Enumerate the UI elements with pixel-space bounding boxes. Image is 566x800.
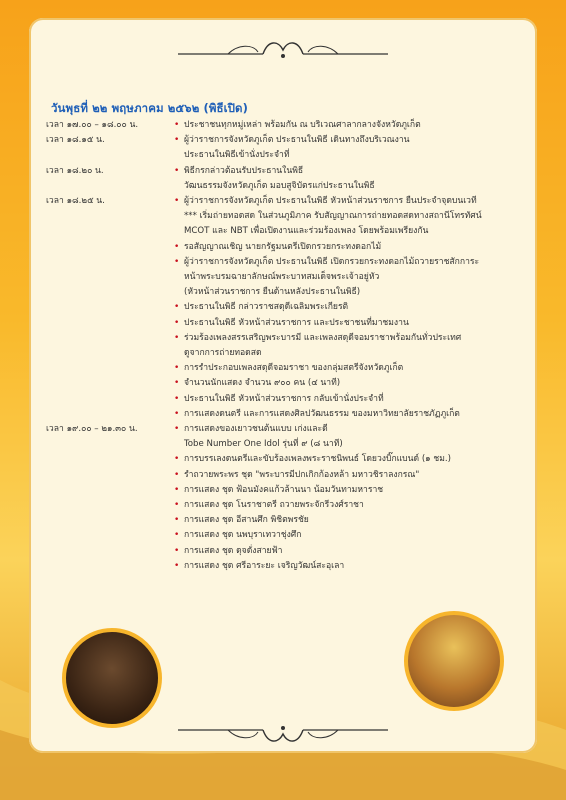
bullet-icon: • bbox=[174, 393, 180, 404]
item-text: การแสดง ชุด ดุจดั่งสายฟ้า bbox=[184, 545, 283, 556]
slot-time: เวลา ๑๘.๑๕ น. bbox=[46, 135, 105, 146]
item-text: การแสดง ชุด อีสานศึก พิชิตพรชัย bbox=[184, 515, 309, 526]
schedule-slot bbox=[46, 164, 508, 194]
schedule-item bbox=[174, 422, 508, 452]
bullet-icon: • bbox=[174, 256, 180, 267]
slot-time: เวลา ๑๙.๐๐ – ๒๑.๓๐ น. bbox=[46, 424, 138, 435]
bullet-icon: • bbox=[174, 135, 180, 146]
schedule-slot bbox=[46, 133, 508, 163]
bullet-icon: • bbox=[174, 469, 180, 480]
slot-time: เวลา ๑๗.๐๐ – ๑๘.๐๐ น. bbox=[46, 120, 139, 130]
item-text: การแสดงของเยาวชนต้นแบบ เก่งและดี Tobe Number One Idol รุ่นที่ ๙ (๘ นาที) bbox=[184, 424, 343, 450]
schedule-item bbox=[174, 468, 508, 483]
schedule-item bbox=[174, 376, 508, 391]
schedule-item bbox=[174, 164, 508, 194]
schedule-item bbox=[174, 483, 508, 498]
bullet-icon: • bbox=[174, 196, 180, 207]
item-text: การบรรเลงดนตรีและขับร้องเพลงพระราชนิพนธ์ โดยวงบิ๊กแบนด์ (๑ ชม.) bbox=[184, 454, 451, 465]
slot-items bbox=[174, 164, 508, 194]
item-text: การแสดง ชุด ศรีอาระยะ เจริญวัฒน์สะอุเลา bbox=[184, 560, 345, 571]
schedule-item bbox=[174, 194, 508, 240]
event-date-title: วันพุธที่ ๒๒ พฤษภาคม ๒๕๖๒ (พิธีเปิด) bbox=[51, 101, 248, 115]
item-text: การแสดง ชุด นพบุราเทวาชุ่งศึก bbox=[184, 530, 302, 541]
bullet-icon: • bbox=[174, 408, 180, 419]
bullet-icon: • bbox=[174, 560, 180, 571]
bullet-icon: • bbox=[174, 165, 180, 176]
schedule-slot bbox=[46, 194, 508, 422]
bullet-icon: • bbox=[174, 363, 180, 374]
top-ornament-divider bbox=[168, 36, 398, 62]
item-text: รำถวายพระพร ชุด "พระบารมีปกเกิกก้องหล้า มหาวชิราลงกรณ" bbox=[184, 469, 420, 480]
slot-items bbox=[174, 194, 508, 422]
item-text: พิธีกรกล่าวต้อนรับประธานในพิธี วัฒนธรรมจังหวัดภูเก็ต มอบสูจิบัตรแก่ประธานในพิธี bbox=[184, 165, 375, 191]
item-text: ประธานในพิธี หัวหน้าส่วนราชการ และประชาชนที่มาชมงาน bbox=[184, 317, 409, 328]
slot-items bbox=[174, 422, 508, 574]
item-text: รอสัญญาณเชิญ นายกรัฐมนตรีเปิดกรวยกระทงดอกไม้ bbox=[184, 241, 382, 252]
item-text: จำนวนนักแสดง จำนวน ๙๐๐ คน (๔ นาที) bbox=[184, 378, 341, 389]
schedule-item bbox=[174, 559, 508, 574]
schedule-item bbox=[174, 331, 508, 361]
item-text: ประชาชนทุกหมู่เหล่า พร้อมกัน ณ บริเวณศาลากลางจังหวัดภูเก็ต bbox=[184, 120, 421, 130]
schedule-slot bbox=[46, 118, 508, 133]
bullet-icon: • bbox=[174, 515, 180, 526]
item-text: การแสดง ชุด ฟ้อนมังคแก้วล้านนา น้อมวันทามหาราช bbox=[184, 484, 384, 495]
orchestra-photo bbox=[62, 628, 162, 728]
bullet-icon: • bbox=[174, 545, 180, 556]
bullet-icon: • bbox=[174, 332, 180, 343]
bottom-ornament-divider bbox=[168, 720, 398, 746]
schedule-slot bbox=[46, 422, 508, 574]
item-text: ผู้ว่าราชการจังหวัดภูเก็ต ประธานในพิธี เดินทางถึงบริเวณงาน ประธานในพิธีเข้านั่งประจำที่ bbox=[184, 135, 410, 161]
bullet-icon: • bbox=[174, 241, 180, 252]
schedule-item bbox=[174, 544, 508, 559]
bullet-icon: • bbox=[174, 302, 180, 313]
item-text: ประธานในพิธี หัวหน้าส่วนราชการ กลับเข้านั่งประจำที่ bbox=[184, 393, 384, 404]
bullet-icon: • bbox=[174, 530, 180, 541]
item-text: ผู้ว่าราชการจังหวัดภูเก็ต ประธานในพิธี หัวหน้าส่วนราชการ ยืนประจำจุดบนเวที *** เริ่มถ่ายทอดสด ในส่วนภูมิภาค รับสัญญาณการถ่ายทอดสดทางสถานีโทรทัศน์ MCOT และ NBT เพื่อเปิดงานและร่วมร้องเพลง โดยพร้อมเพรียงกัน bbox=[184, 196, 482, 237]
bullet-icon: • bbox=[174, 317, 180, 328]
schedule-item bbox=[174, 407, 508, 422]
bullet-icon: • bbox=[174, 500, 180, 511]
bullet-icon: • bbox=[174, 378, 180, 389]
slot-items bbox=[174, 133, 508, 163]
schedule-item bbox=[174, 361, 508, 376]
item-text: การแสดงดนตรี และการแสดงศิลปวัฒนธรรม ของมหาวิทยาลัยราชภัฏภูเก็ต bbox=[184, 408, 460, 419]
schedule-item bbox=[174, 452, 508, 467]
item-text: ประธานในพิธี กล่าวราชสดุดีเฉลิมพระเกียรติ bbox=[184, 302, 349, 313]
bullet-icon: • bbox=[174, 454, 180, 465]
item-text: การรำประกอบเพลงสดุดีจอมราชา ของกลุ่มสตรีจังหวัดภูเก็ต bbox=[184, 363, 404, 374]
item-text: ร่วมร้องเพลงสรรเสริญพระบารมี และเพลงสดุดีจอมราชาพร้อมกันทั่วประเทศ ดูจากการถ่ายทอดสด bbox=[184, 332, 462, 359]
slot-time: เวลา ๑๘.๒๐ น. bbox=[46, 165, 104, 176]
schedule-item bbox=[174, 133, 508, 163]
slot-time: เวลา ๑๘.๒๕ น. bbox=[46, 196, 105, 207]
schedule-item bbox=[174, 240, 508, 255]
bullet-icon: • bbox=[174, 120, 180, 130]
schedule-item bbox=[174, 392, 508, 407]
schedule-item bbox=[174, 513, 508, 528]
schedule-item bbox=[174, 118, 508, 133]
slot-items bbox=[174, 118, 508, 133]
schedule-item bbox=[174, 255, 508, 301]
schedule-item bbox=[174, 316, 508, 331]
schedule-list bbox=[46, 118, 508, 574]
schedule-item bbox=[174, 528, 508, 543]
item-text: การแสดง ชุด โนราชาตรี ถวายพระจักรีวงศ์ราชา bbox=[184, 500, 364, 511]
dance-performance-photo bbox=[404, 611, 504, 711]
bullet-icon: • bbox=[174, 484, 180, 495]
schedule-item bbox=[174, 498, 508, 513]
bullet-icon: • bbox=[174, 424, 180, 435]
item-text: ผู้ว่าราชการจังหวัดภูเก็ต ประธานในพิธี เปิดกรวยกระทงดอกไม้ถวายราชสักการะ หน้าพระบรมฉายาลักษณ์พระบาทสมเด็จพระเจ้าอยู่หัว (หัวหน้าส่วนราชการ ยืนด้านหลังประธานในพิธี) bbox=[184, 256, 480, 298]
schedule-item bbox=[174, 300, 508, 315]
